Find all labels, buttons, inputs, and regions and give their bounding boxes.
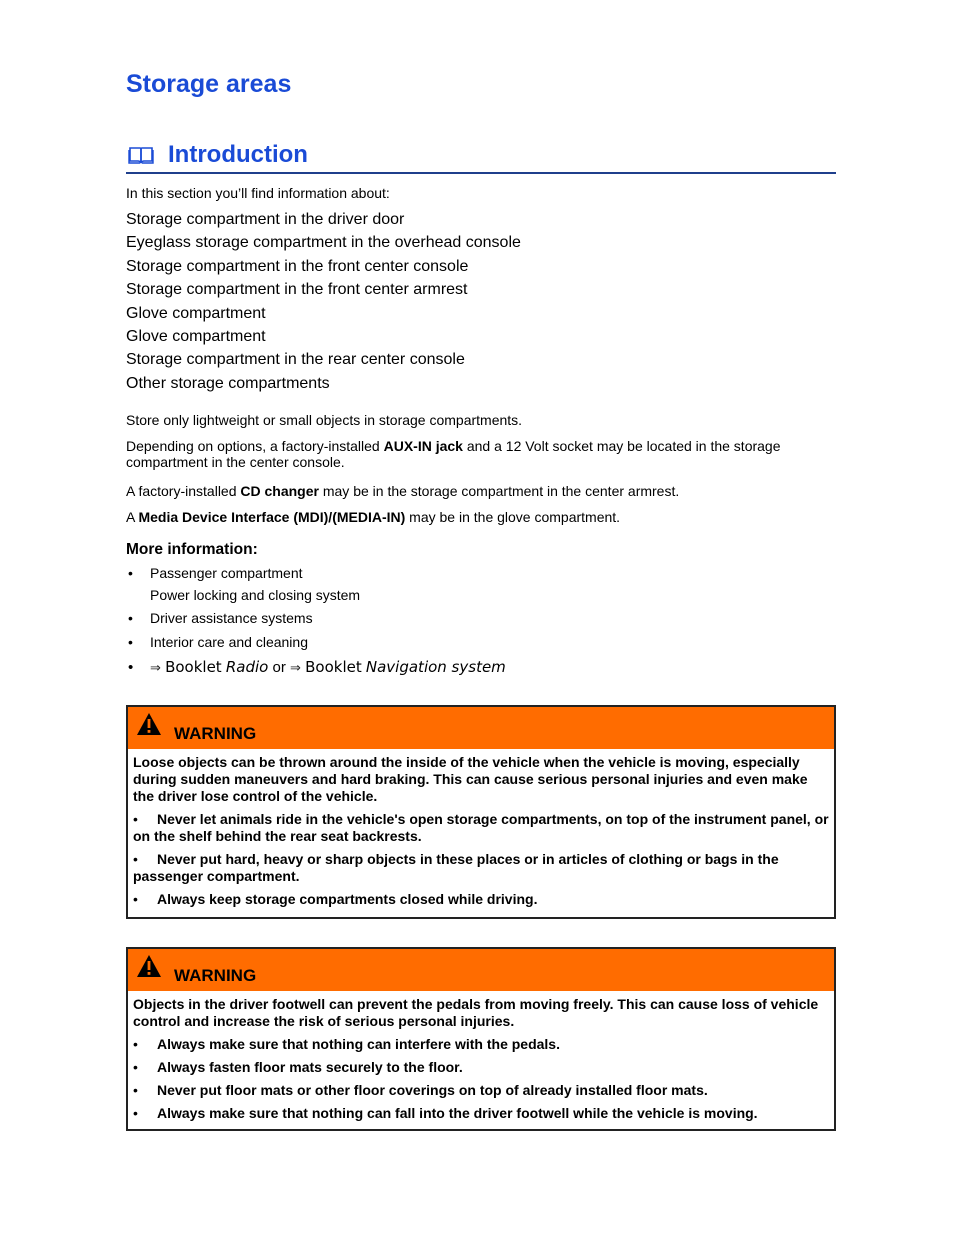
- text-segment: and a 12 Volt socket may be located in the storage compartment in the center console.: [126, 438, 781, 470]
- topic-link[interactable]: Storage compartment in the front center console: [126, 257, 469, 275]
- bullet: •: [133, 1082, 138, 1098]
- warning-label: WARNING: [174, 724, 257, 743]
- warning-item-text: Always make sure that nothing can fall into the driver footwell while the vehicle is moving.: [157, 1105, 758, 1121]
- bullet: •: [133, 891, 138, 907]
- warning-item: [133, 1036, 829, 1053]
- topic-link[interactable]: Storage compartment in the rear center console: [126, 351, 465, 369]
- bullet: •: [128, 610, 133, 626]
- topic-link[interactable]: Storage compartment in the driver door: [126, 211, 405, 228]
- bold-term: Media Device Interface (MDI)/(MEDIA-IN): [138, 509, 406, 525]
- paragraph-cd-changer: [126, 483, 826, 499]
- warning-item-text: Always fasten floor mats securely to the floor.: [157, 1059, 463, 1075]
- more-info-link[interactable]: Power locking and closing system: [150, 587, 361, 603]
- bullet: •: [128, 659, 134, 676]
- page-title: Storage areas: [126, 70, 292, 98]
- paragraph-lightweight: Store only lightweight or small objects in storage compartments.: [126, 412, 523, 428]
- intro-text: In this section you’ll find information about:: [126, 185, 390, 201]
- more-info-link[interactable]: Driver assistance systems: [150, 610, 313, 626]
- warning-box: [126, 705, 836, 919]
- arrow-right-icon: ⇒: [290, 661, 301, 676]
- text-segment: A: [126, 509, 139, 525]
- warning-triangle-icon: [136, 954, 162, 978]
- topic-link[interactable]: Glove compartment: [126, 304, 266, 322]
- booklet-label: Booklet: [165, 658, 222, 676]
- booklet-navigation-link[interactable]: Navigation system: [365, 658, 506, 676]
- list-item: [126, 565, 506, 610]
- topic-link[interactable]: Eyeglass storage compartment in the overhead console: [126, 234, 521, 252]
- topic-list: [126, 210, 521, 397]
- text-segment: may be in the glove compartment.: [405, 509, 621, 525]
- more-info-link[interactable]: Passenger compartment: [150, 565, 303, 581]
- bullet: •: [128, 634, 133, 650]
- bullet: •: [133, 1059, 138, 1075]
- bullet: •: [133, 1036, 138, 1052]
- paragraph-aux-in: [126, 438, 826, 470]
- warning-item-text: Always keep storage compartments closed while driving.: [157, 891, 538, 907]
- warning-item-text: Never put hard, heavy or sharp objects in these places or in articles of clothing or bags in the passenger compartment.: [133, 851, 779, 884]
- more-info-heading: More information:: [126, 541, 258, 558]
- warning-triangle-icon: [136, 712, 162, 736]
- list-item: [126, 610, 506, 634]
- text-segment: A factory-installed: [126, 483, 241, 499]
- paragraph-mdi: [126, 509, 826, 525]
- warning-item: [133, 851, 829, 885]
- warning-body: [128, 749, 834, 908]
- arrow-right-icon: ⇒: [150, 661, 161, 676]
- bullet: •: [133, 811, 138, 827]
- more-info-list: [126, 565, 506, 677]
- warning-item: [133, 811, 829, 845]
- warning-intro: Objects in the driver footwell can prevent the pedals from moving freely. This can cause loss of vehicle control and increase the risk of serious personal injuries.: [133, 996, 819, 1029]
- bullet: •: [133, 1105, 138, 1121]
- topic-link[interactable]: Storage compartment in the front center armrest: [126, 281, 468, 299]
- warning-header: [128, 949, 834, 991]
- warning-item: [133, 1082, 829, 1099]
- warning-list: [133, 1036, 829, 1122]
- warning-label: WARNING: [174, 966, 257, 985]
- warning-item: [133, 1059, 829, 1076]
- warning-item: [133, 891, 829, 908]
- booklet-radio-link[interactable]: Radio: [225, 658, 269, 676]
- warning-list: [133, 811, 829, 908]
- book-icon: [128, 145, 154, 165]
- text-segment: may be in the storage compartment in the center armrest.: [318, 483, 680, 499]
- section-heading: [126, 138, 836, 174]
- section-title: Introduction: [168, 141, 308, 168]
- warning-item: [133, 1105, 829, 1122]
- warning-item-text: Always make sure that nothing can interfere with the pedals.: [157, 1036, 560, 1052]
- warning-header: [128, 707, 834, 749]
- booklet-label: Booklet: [305, 658, 362, 676]
- list-item: [126, 659, 506, 677]
- warning-body: [128, 991, 834, 1122]
- bold-term: AUX-IN jack: [383, 438, 463, 454]
- warning-box: [126, 947, 836, 1131]
- or-text: or: [272, 659, 286, 676]
- warning-item-text: Never put floor mats or other floor coverings on top of already installed floor mats.: [157, 1082, 708, 1098]
- bold-term: CD changer: [240, 483, 319, 499]
- bullet: •: [133, 851, 138, 867]
- text-segment: Depending on options, a factory-installed: [126, 438, 384, 454]
- topic-link[interactable]: Glove compartment: [126, 327, 266, 345]
- warning-intro: Loose objects can be thrown around the inside of the vehicle when the vehicle is moving, especially during sudden maneuvers and hard braking. This can cause serious personal injuries and even make the driver lose control of the vehicle.: [133, 754, 808, 804]
- bullet: •: [128, 565, 133, 581]
- list-item: [126, 634, 506, 659]
- more-info-link[interactable]: Interior care and cleaning: [150, 634, 308, 650]
- topic-link[interactable]: Other storage compartments: [126, 374, 330, 392]
- warning-item-text: Never let animals ride in the vehicle's open storage compartments, on top of the instrument panel, or on the shelf behind the rear seat backrests.: [133, 811, 829, 844]
